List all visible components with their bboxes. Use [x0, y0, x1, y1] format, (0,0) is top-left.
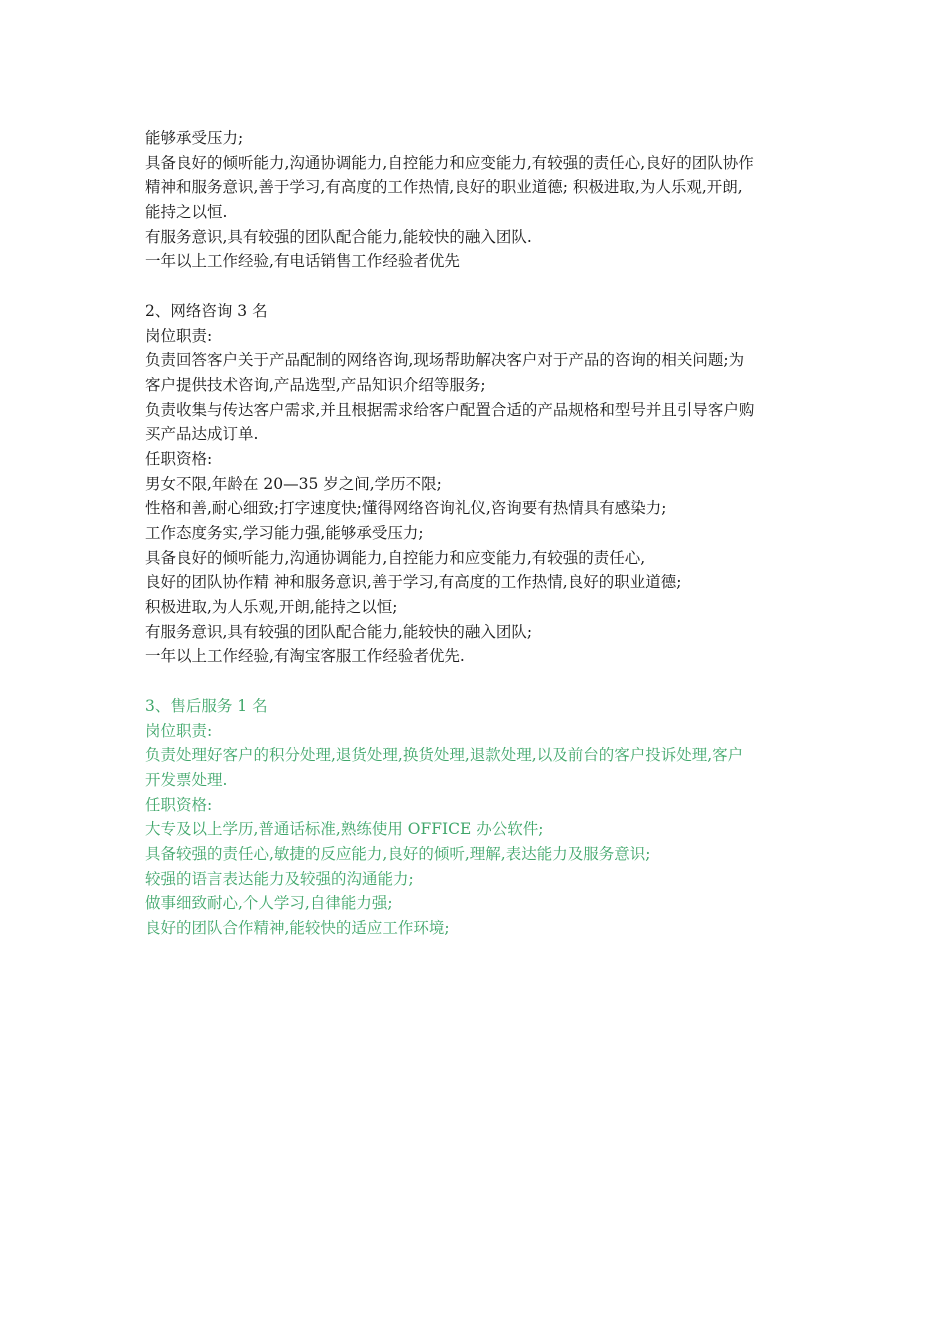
- duty-line: 负责收集与传达客户需求,并且根据需求给客户配置合适的产品规格和型号并且引导客户购: [145, 400, 755, 419]
- qualification-line: 男女不限,年龄在 20—35 岁之间,学历不限;: [145, 474, 442, 493]
- intro-line: 一年以上工作经验,有电话销售工作经验者优先: [145, 252, 460, 271]
- spacer: [145, 274, 815, 299]
- qualification-line: 做事细致耐心,个人学习,自律能力强;: [145, 894, 393, 913]
- section-online-consult: [145, 299, 815, 669]
- duty-heading: 岗位职责:: [145, 721, 213, 740]
- qualification-heading: 任职资格:: [145, 449, 213, 468]
- section-title: 3、售后服务 1 名: [145, 696, 268, 715]
- duty-line: 开发票处理.: [145, 770, 228, 789]
- qualification-line: 性格和善,耐心细致;打字速度快;懂得网络咨询礼仪,咨询要有热情具有感染力;: [145, 499, 667, 518]
- intro-line: 具备良好的倾听能力,沟通协调能力,自控能力和应变能力,有较强的责任心,良好的团队协作: [145, 153, 754, 172]
- duty-heading: 岗位职责:: [145, 326, 213, 345]
- spacer: [145, 669, 815, 694]
- intro-line: 精神和服务意识,善于学习,有高度的工作热情,良好的职业道德; 积极进取,为人乐观,开朗,: [145, 178, 743, 197]
- qualification-line: 良好的团队协作精 神和服务意识,善于学习,有高度的工作热情,良好的职业道德;: [145, 573, 682, 592]
- qualification-line: 较强的语言表达能力及较强的沟通能力;: [145, 869, 414, 888]
- intro-line: 能够承受压力;: [145, 129, 244, 147]
- duty-line: 买产品达成订单.: [145, 425, 259, 444]
- qualification-line: 工作态度务实,学习能力强,能够承受压力;: [145, 524, 424, 542]
- intro-line: 有服务意识,具有较强的团队配合能力,能较快的融入团队.: [145, 227, 532, 246]
- qualification-line: 积极进取,为人乐观,开朗,能持之以恒;: [145, 598, 398, 617]
- duty-line: 负责处理好客户的积分处理,退货处理,换货处理,退款处理,以及前台的客户投诉处理,客户: [145, 746, 744, 765]
- intro-line: 能持之以恒.: [145, 203, 228, 222]
- section-title: 2、网络咨询 3 名: [145, 301, 268, 320]
- duty-line: 客户提供技术咨询,产品选型,产品知识介绍等服务;: [145, 375, 486, 394]
- qualification-line: 大专及以上学历,普通话标准,熟练使用 OFFICE 办公软件;: [145, 820, 544, 839]
- intro-section: [145, 126, 815, 274]
- qualification-line: 有服务意识,具有较强的团队配合能力,能较快的融入团队;: [145, 622, 533, 641]
- qualification-line: 一年以上工作经验,有淘宝客服工作经验者优先.: [145, 647, 465, 666]
- qualification-heading: 任职资格:: [145, 795, 213, 814]
- qualification-line: 具备良好的倾听能力,沟通协调能力,自控能力和应变能力,有较强的责任心,: [145, 548, 646, 567]
- qualification-line: 具备较强的责任心,敏捷的反应能力,良好的倾听,理解,表达能力及服务意识;: [145, 844, 651, 863]
- document-page: [145, 126, 815, 941]
- section-after-sales: [145, 694, 815, 941]
- duty-line: 负责回答客户关于产品配制的网络咨询,现场帮助解决客户对于产品的咨询的相关问题;为: [145, 351, 745, 370]
- qualification-line: 良好的团队合作精神,能较快的适应工作环境;: [145, 919, 450, 937]
